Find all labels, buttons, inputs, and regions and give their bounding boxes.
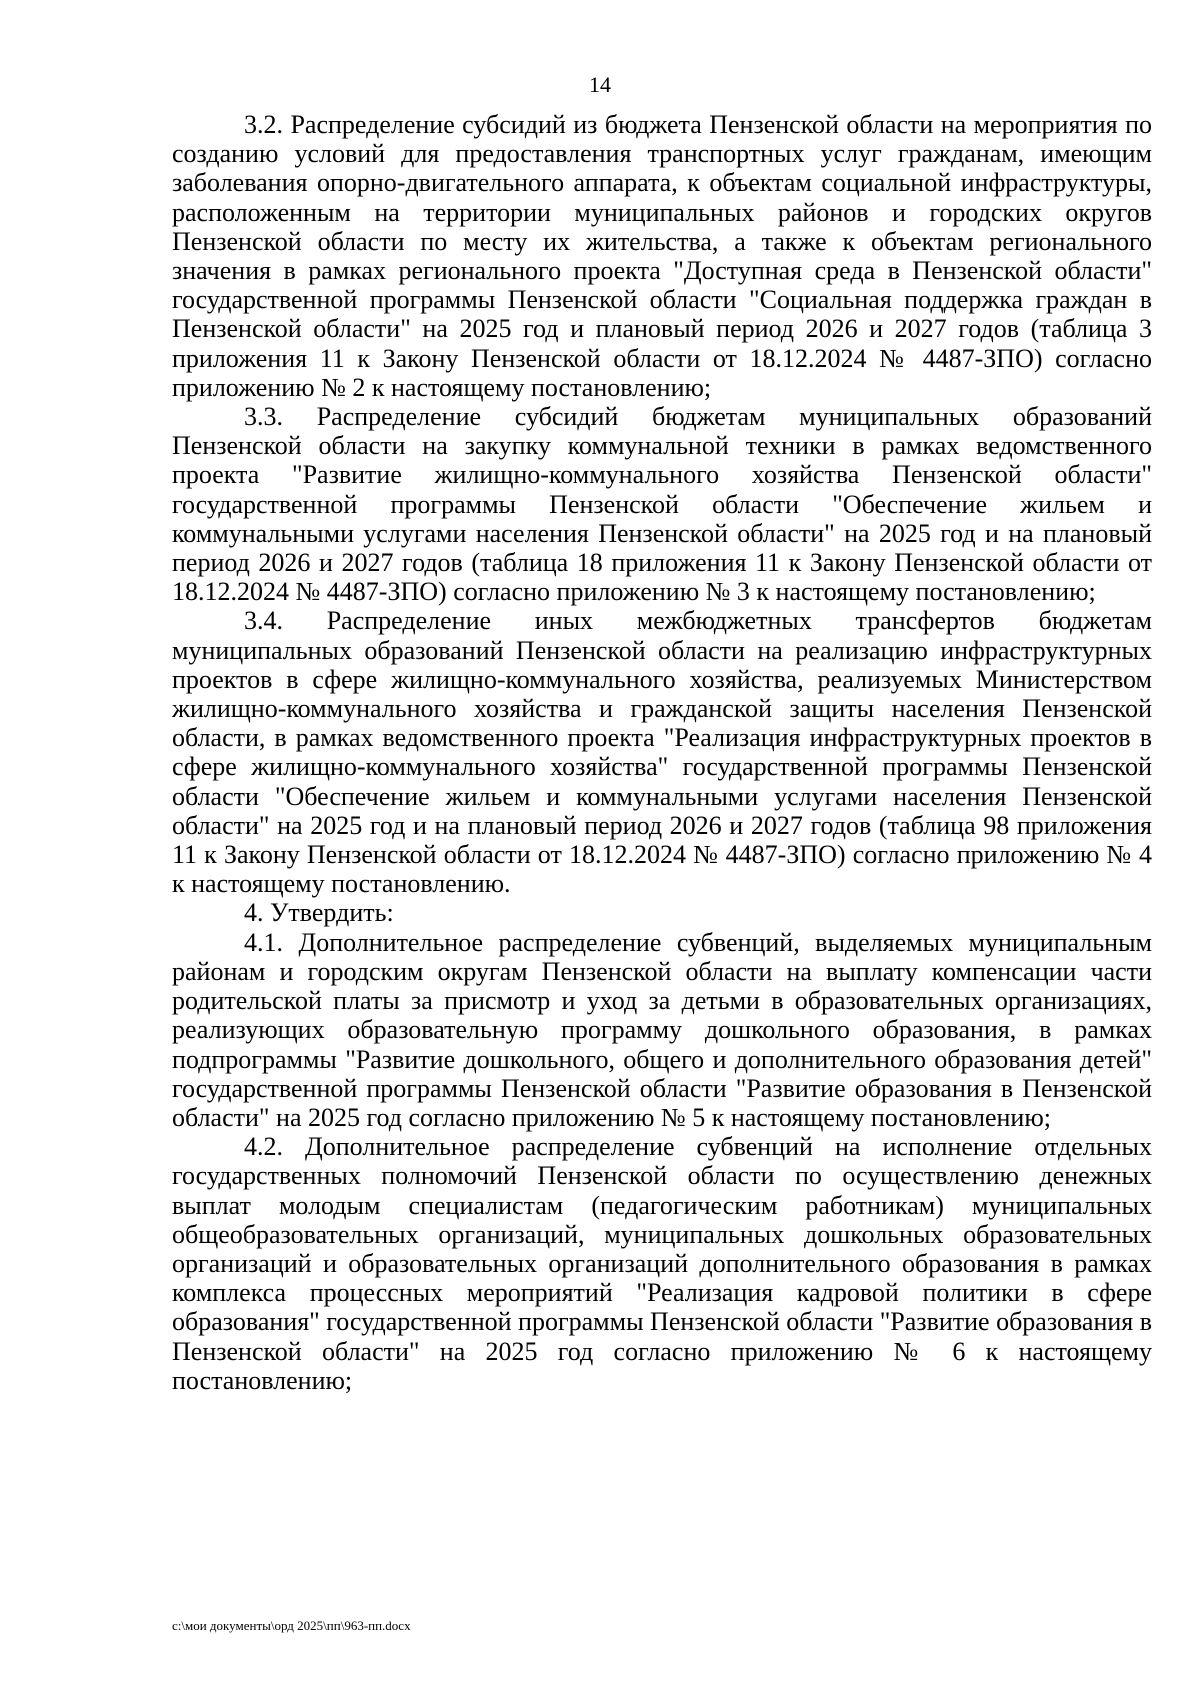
paragraph-3-3: 3.3. Распределение субсидий бюджетам муниципальных образований Пензенской области на закупку коммунальной техники в рамках ведомственного проекта "Развитие жилищно-коммунального хозяйства Пензенской области" государственной программы Пензенской области "Обеспечение жильем и коммунальными услугами населения Пензенской области" на 2025 год и на плановый период 2026 и 2027 годов (таблица 18 приложения 11 к Закону Пензенской области от 18.12.2024 № 4487-ЗПО) согласно приложению № 3 к настоящему постановлению;: [172, 402, 1152, 607]
paragraph-4-1: 4.1. Дополнительное распределение субвенций, выделяемых муниципальным районам и городским округам Пензенской области на выплату компенсации части родительской платы за присмотр и уход за детьми в образовательных организациях, реализующих образовательную программу дошкольного образования, в рамках подпрограммы "Развитие дошкольного, общего и дополнительного образования детей" государственной программы Пензенской области "Развитие образования в Пензенской области" на 2025 год согласно приложению № 5 к настоящему постановлению;: [172, 927, 1152, 1132]
document-body: [172, 110, 1152, 1395]
paragraph-3-2: 3.2. Распределение субсидий из бюджета Пензенской области на мероприятия по созданию условий для предоставления транспортных услуг гражданам, имеющим заболевания опорно-двигательного аппарата, к объектам социальной инфраструктуры, расположенным на территории муниципальных районов и городских округов Пензенской области по месту их жительства, а также к объектам регионального значения в рамках регионального проекта "Доступная среда в Пензенской области" государственной программы Пензенской области "Социальная поддержка граждан в Пензенской области" на 2025 год и плановый период 2026 и 2027 годов (таблица 3 приложения 11 к Закону Пензенской области от 18.12.2024 № 4487-ЗПО) согласно приложению № 2 к настоящему постановлению;: [172, 110, 1152, 402]
footer-file-path: c:\мои документы\орд 2025\пп\963-пп.docx: [172, 1618, 411, 1633]
paragraph-4: 4. Утвердить:: [244, 898, 394, 928]
paragraph-4-2: 4.2. Дополнительное распределение субвенций на исполнение отдельных государственных полномочий Пензенской области по осуществлению денежных выплат молодым специалистам (педагогическим работникам) муниципальных общеобразовательных организаций, муниципальных дошкольных образовательных организаций и образовательных организаций дополнительного образования в рамках комплекса процессных мероприятий "Реализация кадровой политики в сфере образования" государственной программы Пензенской области "Развитие образования в Пензенской области" на 2025 год согласно приложению № 6 к настоящему постановлению;: [172, 1132, 1153, 1395]
paragraph-3-4: 3.4. Распределение иных межбюджетных трансфертов бюджетам муниципальных образований Пензенской области на реализацию инфраструктурных проектов в сфере жилищно-коммунального хозяйства, реализуемых Министерством жилищно-коммунального хозяйства и гражданской защиты населения Пензенской области, в рамках ведомственного проекта "Реализация инфраструктурных проектов в сфере жилищно-коммунального хозяйства" государственной программы Пензенской области "Обеспечение жильем и коммунальными услугами населения Пензенской области" на 2025 год и на плановый период 2026 и 2027 годов (таблица 98 приложения 11 к Закону Пензенской области от 18.12.2024 № 4487-ЗПО) согласно приложению № 4 к настоящему постановлению.: [172, 606, 1152, 899]
page-number: 14: [589, 72, 611, 97]
